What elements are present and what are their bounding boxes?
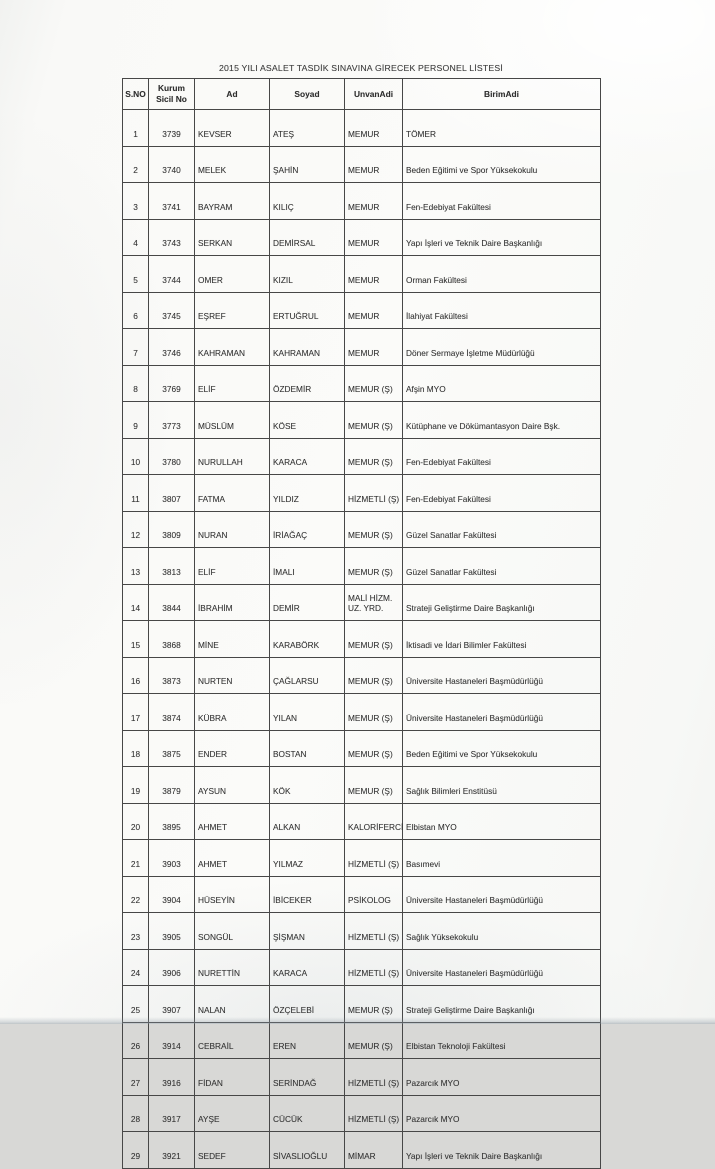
cell-soyad: YILAN	[270, 694, 345, 731]
cell-soyad: KARABÖRK	[270, 621, 345, 658]
cell-birim: Güzel Sanatlar Fakültesi	[403, 511, 601, 548]
cell-sicil-no: 3905	[149, 913, 195, 950]
cell-unvan: MEMUR (Ş)	[345, 657, 403, 694]
cell-sicil-no: 3741	[149, 183, 195, 220]
cell-ad: AHMET	[195, 840, 270, 877]
cell-ad: KEVSER	[195, 110, 270, 147]
cell-soyad: YILMAZ	[270, 840, 345, 877]
cell-birim: Güzel Sanatlar Fakültesi	[403, 548, 601, 585]
table-row	[123, 329, 601, 366]
cell-ad: NALAN	[195, 986, 270, 1023]
cell-ad: ELİF	[195, 365, 270, 402]
table-row	[123, 657, 601, 694]
cell-unvan: MEMUR (Ş)	[345, 511, 403, 548]
cell-ad: MİNE	[195, 621, 270, 658]
cell-sicil-no: 3921	[149, 1132, 195, 1169]
cell-soyad: KILIÇ	[270, 183, 345, 220]
cell-ad: AYŞE	[195, 1095, 270, 1132]
cell-soyad: ATEŞ	[270, 110, 345, 147]
cell-soyad: KIZIL	[270, 256, 345, 293]
cell-soyad: ÖZDEMİR	[270, 365, 345, 402]
cell-soyad: KARACA	[270, 949, 345, 986]
cell-sno: 11	[123, 475, 149, 512]
cell-sicil-no: 3740	[149, 146, 195, 183]
cell-sno: 25	[123, 986, 149, 1023]
cell-birim: Orman Fakültesi	[403, 256, 601, 293]
cell-unvan: MEMUR (Ş)	[345, 767, 403, 804]
table-row	[123, 219, 601, 256]
cell-unvan: MEMUR	[345, 292, 403, 329]
cell-soyad: ÇAĞLARSU	[270, 657, 345, 694]
cell-ad: NURETTİN	[195, 949, 270, 986]
cell-soyad: ŞİŞMAN	[270, 913, 345, 950]
cell-birim: Basımevi	[403, 840, 601, 877]
header-unvan: UnvanAdi	[345, 79, 403, 110]
cell-sno: 24	[123, 949, 149, 986]
cell-unvan: HİZMETLİ (Ş)	[345, 1095, 403, 1132]
cell-unvan: MEMUR (Ş)	[345, 438, 403, 475]
cell-sicil-no: 3739	[149, 110, 195, 147]
cell-ad: CEBRAİL	[195, 1022, 270, 1059]
cell-ad: KÜBRA	[195, 694, 270, 731]
cell-unvan: HİZMETLİ (Ş)	[345, 840, 403, 877]
table-row	[123, 584, 601, 621]
cell-birim: Yapı İşleri ve Teknik Daire Başkanlığı	[403, 1132, 601, 1169]
cell-birim: TÖMER	[403, 110, 601, 147]
cell-sicil-no: 3916	[149, 1059, 195, 1096]
cell-sno: 6	[123, 292, 149, 329]
cell-sicil-no: 3873	[149, 657, 195, 694]
cell-sno: 9	[123, 402, 149, 439]
cell-unvan: MİMAR	[345, 1132, 403, 1169]
cell-birim: Üniversite Hastaneleri Başmüdürlüğü	[403, 657, 601, 694]
cell-sno: 4	[123, 219, 149, 256]
cell-ad: AHMET	[195, 803, 270, 840]
cell-sno: 19	[123, 767, 149, 804]
table-row	[123, 292, 601, 329]
cell-sno: 7	[123, 329, 149, 366]
cell-unvan: HİZMETLİ (Ş)	[345, 1059, 403, 1096]
cell-birim: Beden Eğitimi ve Spor Yüksekokulu	[403, 146, 601, 183]
cell-sno: 27	[123, 1059, 149, 1096]
cell-sicil-no: 3895	[149, 803, 195, 840]
cell-sno: 16	[123, 657, 149, 694]
header-soyad: Soyad	[270, 79, 345, 110]
cell-sno: 2	[123, 146, 149, 183]
cell-birim: İlahiyat Fakültesi	[403, 292, 601, 329]
cell-ad: EŞREF	[195, 292, 270, 329]
table-header-row	[123, 79, 601, 110]
cell-soyad: KÖK	[270, 767, 345, 804]
cell-birim: Kütüphane ve Dökümantasyon Daire Bşk.	[403, 402, 601, 439]
cell-sno: 8	[123, 365, 149, 402]
cell-unvan: HİZMETLİ (Ş)	[345, 475, 403, 512]
cell-soyad: KAHRAMAN	[270, 329, 345, 366]
cell-unvan: HİZMETLİ (Ş)	[345, 949, 403, 986]
cell-birim: Fen-Edebiyat Fakültesi	[403, 475, 601, 512]
cell-ad: MELEK	[195, 146, 270, 183]
cell-soyad: İRİAĞAÇ	[270, 511, 345, 548]
table-row	[123, 1059, 601, 1096]
cell-ad: SONGÜL	[195, 913, 270, 950]
cell-unvan: MEMUR	[345, 256, 403, 293]
cell-ad: HÜSEYİN	[195, 876, 270, 913]
cell-soyad: DEMİRSAL	[270, 219, 345, 256]
cell-sicil-no: 3903	[149, 840, 195, 877]
cell-sicil-no: 3875	[149, 730, 195, 767]
cell-unvan: MEMUR	[345, 146, 403, 183]
table-row	[123, 913, 601, 950]
cell-soyad: İBİCEKER	[270, 876, 345, 913]
header-birim: BirimAdi	[403, 79, 601, 110]
table-row	[123, 548, 601, 585]
cell-unvan: MEMUR	[345, 183, 403, 220]
table-row	[123, 803, 601, 840]
page-title: 2015 YILI ASALET TASDİK SINAVINA GİRECEK PERSONEL LİSTESİ	[218, 63, 504, 73]
cell-sno: 12	[123, 511, 149, 548]
cell-sno: 21	[123, 840, 149, 877]
cell-ad: FİDAN	[195, 1059, 270, 1096]
table-row	[123, 110, 601, 147]
cell-ad: ENDER	[195, 730, 270, 767]
table-row	[123, 475, 601, 512]
cell-sno: 10	[123, 438, 149, 475]
cell-sicil-no: 3914	[149, 1022, 195, 1059]
cell-sicil-no: 3906	[149, 949, 195, 986]
cell-soyad: KARACA	[270, 438, 345, 475]
cell-sicil-no: 3879	[149, 767, 195, 804]
cell-sicil-no: 3917	[149, 1095, 195, 1132]
table-row	[123, 949, 601, 986]
header-ad: Ad	[195, 79, 270, 110]
cell-ad: SERKAN	[195, 219, 270, 256]
table-row	[123, 621, 601, 658]
cell-unvan: MEMUR (Ş)	[345, 365, 403, 402]
cell-unvan: MEMUR (Ş)	[345, 548, 403, 585]
cell-unvan: MALİ HİZM. UZ. YRD.	[345, 584, 403, 621]
cell-unvan: MEMUR (Ş)	[345, 986, 403, 1023]
cell-birim: Sağlık Bilimleri Enstitüsü	[403, 767, 601, 804]
cell-soyad: YILDIZ	[270, 475, 345, 512]
cell-birim: Üniversite Hastaneleri Başmüdürlüğü	[403, 949, 601, 986]
cell-birim: Üniversite Hastaneleri Başmüdürlüğü	[403, 876, 601, 913]
cell-sicil-no: 3874	[149, 694, 195, 731]
cell-birim: Sağlık Yüksekokulu	[403, 913, 601, 950]
cell-sno: 18	[123, 730, 149, 767]
cell-ad: İBRAHİM	[195, 584, 270, 621]
cell-sno: 20	[123, 803, 149, 840]
personnel-table	[122, 78, 601, 1169]
cell-sicil-no: 3844	[149, 584, 195, 621]
cell-soyad: CÜCÜK	[270, 1095, 345, 1132]
cell-sicil-no: 3743	[149, 219, 195, 256]
cell-sicil-no: 3780	[149, 438, 195, 475]
cell-ad: NURTEN	[195, 657, 270, 694]
cell-ad: FATMA	[195, 475, 270, 512]
cell-sicil-no: 3868	[149, 621, 195, 658]
cell-sno: 28	[123, 1095, 149, 1132]
cell-soyad: ÖZÇELEBİ	[270, 986, 345, 1023]
table-row	[123, 840, 601, 877]
cell-birim: Elbistan MYO	[403, 803, 601, 840]
table-row	[123, 402, 601, 439]
table-row	[123, 365, 601, 402]
cell-ad: KAHRAMAN	[195, 329, 270, 366]
cell-ad: MÜSLÜM	[195, 402, 270, 439]
header-sno: S.NO	[123, 79, 149, 110]
cell-soyad: EREN	[270, 1022, 345, 1059]
cell-birim: Pazarcık MYO	[403, 1059, 601, 1096]
cell-unvan: KALORİFERCİ	[345, 803, 403, 840]
cell-soyad: BOSTAN	[270, 730, 345, 767]
cell-sno: 23	[123, 913, 149, 950]
cell-unvan: MEMUR (Ş)	[345, 1022, 403, 1059]
cell-ad: ELİF	[195, 548, 270, 585]
table-row	[123, 1132, 601, 1169]
table-row	[123, 767, 601, 804]
cell-soyad: ŞAHİN	[270, 146, 345, 183]
cell-soyad: DEMİR	[270, 584, 345, 621]
cell-unvan: MEMUR (Ş)	[345, 694, 403, 731]
cell-unvan: MEMUR	[345, 219, 403, 256]
cell-soyad: SERİNDAĞ	[270, 1059, 345, 1096]
cell-ad: SEDEF	[195, 1132, 270, 1169]
cell-sno: 22	[123, 876, 149, 913]
cell-soyad: ALKAN	[270, 803, 345, 840]
cell-ad: BAYRAM	[195, 183, 270, 220]
cell-sicil-no: 3904	[149, 876, 195, 913]
cell-sicil-no: 3745	[149, 292, 195, 329]
cell-birim: Yapı İşleri ve Teknik Daire Başkanlığı	[403, 219, 601, 256]
cell-sno: 5	[123, 256, 149, 293]
cell-sicil-no: 3807	[149, 475, 195, 512]
cell-unvan: MEMUR	[345, 329, 403, 366]
table-row	[123, 1022, 601, 1059]
cell-unvan: MEMUR (Ş)	[345, 621, 403, 658]
cell-sicil-no: 3769	[149, 365, 195, 402]
cell-ad: NURULLAH	[195, 438, 270, 475]
cell-ad: AYSUN	[195, 767, 270, 804]
cell-sno: 17	[123, 694, 149, 731]
scan-bottom-edge	[0, 1017, 715, 1024]
table-row	[123, 694, 601, 731]
cell-soyad: SİVASLIOĞLU	[270, 1132, 345, 1169]
cell-birim: Döner Sermaye İşletme Müdürlüğü	[403, 329, 601, 366]
cell-unvan: PSİKOLOG	[345, 876, 403, 913]
table-body	[123, 110, 601, 1169]
cell-sno: 26	[123, 1022, 149, 1059]
table-row	[123, 256, 601, 293]
cell-sno: 13	[123, 548, 149, 585]
cell-sno: 1	[123, 110, 149, 147]
cell-birim: Afşin MYO	[403, 365, 601, 402]
cell-unvan: MEMUR	[345, 110, 403, 147]
table-row	[123, 1095, 601, 1132]
cell-birim: Pazarcık MYO	[403, 1095, 601, 1132]
cell-soyad: ERTUĞRUL	[270, 292, 345, 329]
cell-sno: 29	[123, 1132, 149, 1169]
cell-sicil-no: 3773	[149, 402, 195, 439]
cell-birim: Elbistan Teknoloji Fakültesi	[403, 1022, 601, 1059]
table-row	[123, 146, 601, 183]
cell-soyad: İMALI	[270, 548, 345, 585]
cell-birim: Fen-Edebiyat Fakültesi	[403, 438, 601, 475]
cell-unvan: MEMUR (Ş)	[345, 730, 403, 767]
cell-sno: 3	[123, 183, 149, 220]
cell-birim: Beden Eğitimi ve Spor Yüksekokulu	[403, 730, 601, 767]
cell-sicil-no: 3746	[149, 329, 195, 366]
cell-sno: 14	[123, 584, 149, 621]
table-row	[123, 730, 601, 767]
cell-unvan: HİZMETLİ (Ş)	[345, 913, 403, 950]
cell-ad: NURAN	[195, 511, 270, 548]
cell-sicil-no: 3813	[149, 548, 195, 585]
table-row	[123, 511, 601, 548]
cell-birim: Üniversite Hastaneleri Başmüdürlüğü	[403, 694, 601, 731]
cell-birim: İktisadi ve İdari Bilimler Fakültesi	[403, 621, 601, 658]
table-row	[123, 438, 601, 475]
header-sicil-no: Kurum Sicil No	[149, 79, 195, 110]
table-row	[123, 876, 601, 913]
cell-sicil-no: 3744	[149, 256, 195, 293]
cell-birim: Strateji Geliştirme Daire Başkanlığı	[403, 986, 601, 1023]
cell-birim: Fen-Edebiyat Fakültesi	[403, 183, 601, 220]
cell-sicil-no: 3907	[149, 986, 195, 1023]
cell-birim: Strateji Geliştirme Daire Başkanlığı	[403, 584, 601, 621]
cell-ad: OMER	[195, 256, 270, 293]
cell-soyad: KÖSE	[270, 402, 345, 439]
cell-sicil-no: 3809	[149, 511, 195, 548]
table-row	[123, 183, 601, 220]
cell-unvan: MEMUR (Ş)	[345, 402, 403, 439]
cell-sno: 15	[123, 621, 149, 658]
